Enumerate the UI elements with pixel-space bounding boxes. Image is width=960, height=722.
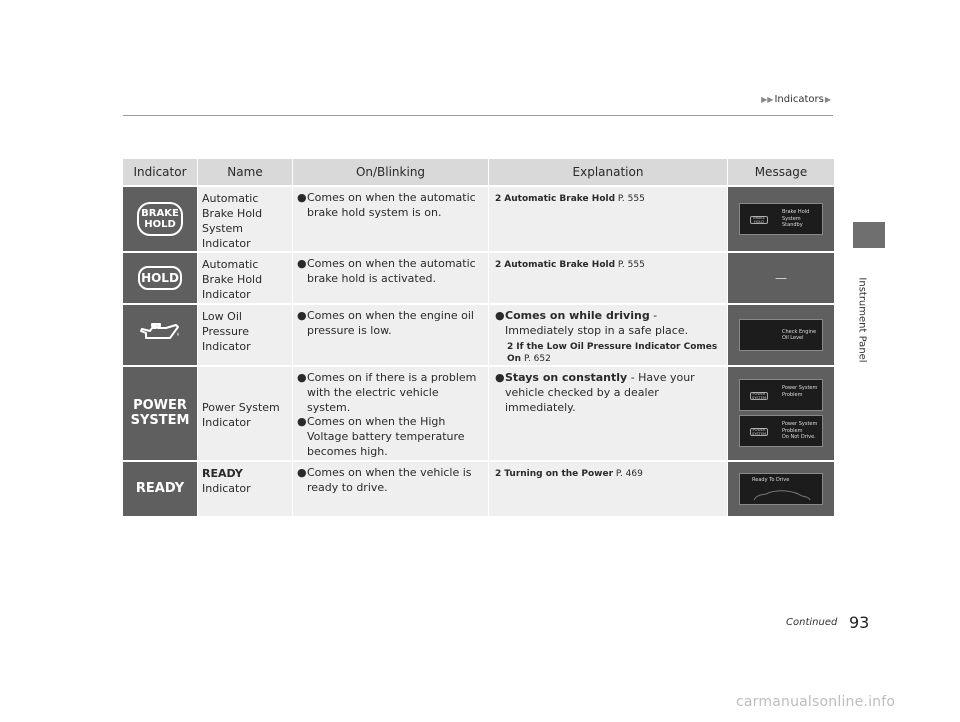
on-blinking-cell: ● Comes on if there is a problem with the electric vehicle system. ● Comes on when the High Voltage battery temperature becomes high. [292, 367, 488, 460]
page-reference: 2 Automatic Brake Hold P. 555 [495, 194, 645, 204]
column-header-name: Name [197, 159, 292, 185]
indicator-name: Low Oil Pressure Indicator [197, 305, 292, 365]
message-screen: POWER SYSTEM Power System Problem [739, 379, 823, 411]
indicator-name: Automatic Brake Hold Indicator [197, 253, 292, 303]
message-screen: Ready To Drive [739, 473, 823, 505]
column-header-indicator: Indicator [123, 159, 197, 185]
breadcrumb-arrow-icon: ▶▶ [761, 95, 774, 104]
indicator-cell [123, 305, 197, 365]
table-row [123, 462, 834, 516]
message-screen: BRAKE HOLD Brake Hold System Standby [739, 203, 823, 235]
on-blinking-cell: ● Comes on when the automatic brake hold is activated. [292, 253, 488, 303]
oil-can-icon [138, 333, 182, 346]
message-cell [727, 305, 834, 365]
message-screen: POWER SYSTEM Power System Problem Do Not Drive. [739, 415, 823, 447]
page-reference: 2 Turning on the Power P. 469 [495, 468, 643, 479]
on-blinking-cell: ● Comes on when the engine oil pressure is low. [292, 305, 488, 365]
breadcrumb [760, 94, 832, 105]
table-row [123, 187, 834, 251]
table-row [123, 305, 834, 365]
continued-label: Continued [786, 617, 838, 628]
message-cell [727, 187, 834, 251]
message-cell [727, 367, 834, 460]
explanation-cell: ● Stays on constantly - Have your vehicle checked by a dealer immediately. [488, 367, 727, 460]
message-cell [727, 253, 834, 303]
indicator-name: Power System Indicator [197, 367, 292, 460]
message-cell [727, 462, 834, 516]
indicator-cell [123, 253, 197, 303]
indicator-name: READY Indicator [197, 462, 292, 516]
explanation-cell: ● Comes on while driving - Immediately stop in a safe place. 2 If the Low Oil Pressure Indicator Comes On P. 652 [488, 305, 727, 365]
explanation-cell [488, 253, 727, 303]
table-row [123, 253, 834, 303]
explanation-cell [488, 462, 727, 516]
explanation-cell [488, 187, 727, 251]
section-label: Instrument Panel [856, 277, 868, 363]
page-reference: 2 Automatic Brake Hold P. 555 [495, 260, 645, 271]
watermark-text: carmanualsonline.info [736, 694, 896, 710]
header-divider [123, 115, 833, 116]
indicator-cell [123, 367, 197, 460]
table-row [123, 367, 834, 460]
indicator-name: Automatic Brake Hold System Indicator [197, 187, 292, 251]
breadcrumb-arrow-icon: ▶ [824, 95, 831, 104]
power-system-icon: POWER SYSTEM [130, 398, 190, 429]
hold-icon: HOLD [138, 266, 182, 290]
ready-icon: READY [135, 481, 185, 497]
on-blinking-cell: ● Comes on when the vehicle is ready to drive. [292, 462, 488, 516]
section-tab [853, 222, 885, 248]
on-blinking-cell: ● Comes on when the automatic brake hold system is on. [292, 187, 488, 251]
car-silhouette-icon [752, 488, 812, 502]
table-header-row [123, 159, 834, 185]
brake-hold-icon: BRAKE HOLD [137, 202, 183, 236]
indicator-cell [123, 187, 197, 251]
page-reference: 2 If the Low Oil Pressure Indicator Comes On P. 652 [507, 341, 718, 364]
page-number: 93 [849, 613, 870, 632]
indicator-cell [123, 462, 197, 516]
column-header-explanation: Explanation [488, 159, 727, 185]
message-screen: Check Engine Oil Level [739, 319, 823, 351]
no-message-dash: — [775, 270, 787, 285]
column-header-on-blinking: On/Blinking [292, 159, 488, 185]
breadcrumb-label: Indicators [774, 94, 824, 105]
column-header-message: Message [727, 159, 834, 185]
indicator-table [123, 157, 834, 518]
